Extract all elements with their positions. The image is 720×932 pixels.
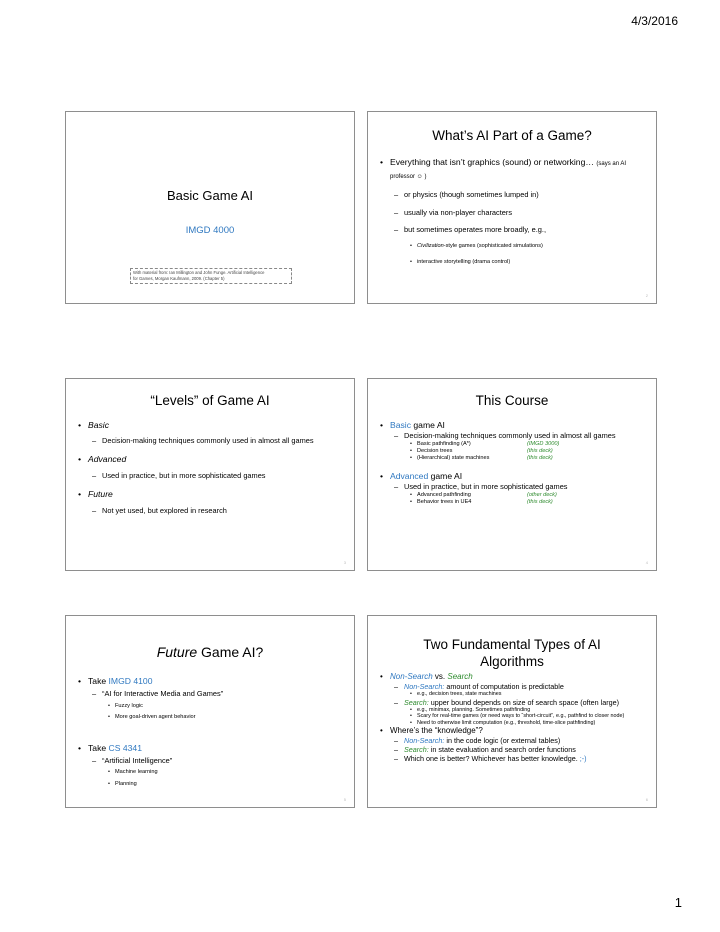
credit-line: for Games, Morgan Kaufmann, 2009. (Chapter 5): [133, 276, 225, 281]
title-emphasis: Future: [156, 644, 198, 660]
sub-bullet: [377, 682, 652, 691]
slide-title: [66, 644, 354, 660]
page-number: 1: [674, 895, 682, 910]
slide-number: 6: [645, 797, 648, 802]
course-link-text: IMGD 4100: [108, 676, 153, 686]
sub-sub-bullet: • Machine learning: [75, 769, 348, 776]
bullet-text: vs.: [432, 672, 448, 681]
bullet-text: Which one is better? Whichever has better knowledge.: [404, 754, 578, 764]
sub-bullet: – “Artificial Intelligence”: [75, 756, 348, 766]
sub-bullet: [377, 698, 652, 707]
bullet-highlight: Basic: [390, 420, 412, 430]
bullet-text: Basic pathfinding (A*): [417, 440, 471, 447]
slide-body: [377, 672, 652, 763]
bullet: • Where’s the “knowledge”?: [377, 726, 652, 736]
sub-bullet: – Used in practice, but in more sophisticated games: [75, 471, 348, 481]
reference-note: (this deck): [527, 498, 553, 505]
bullet: [377, 420, 650, 431]
slide-title: “Levels” of Game AI: [150, 393, 270, 408]
slide-title: Basic Game AI: [167, 188, 253, 203]
term-non-search: Non-Search:: [404, 682, 445, 691]
sub-sub-bullet: • Scary for real-time games (or need ways to “short-circuit”, e.g., pathfind to closer node): [377, 713, 652, 720]
slide-number: 3: [343, 560, 346, 565]
slide-title: What’s AI Part of a Game?: [432, 128, 592, 143]
slide-body: [75, 420, 348, 516]
slide-body: [75, 676, 348, 788]
sub-sub-bullet: • Need to otherwise limit computation (e.g., threshold, time-slice pathfinding): [377, 720, 652, 727]
bullet-highlight: Advanced: [390, 471, 429, 482]
title-line: Two Fundamental Types of AI: [423, 637, 601, 652]
bullet-text: game AI: [428, 471, 463, 482]
bullet-text: (Hierarchical) state machines: [417, 454, 490, 461]
credit-line: With material from: Ian Millington and John Funge. Artificial Intelligence: [133, 270, 265, 275]
sub-bullet: – “AI for Interactive Media and Games”: [75, 689, 348, 699]
sub-bullet: [377, 736, 652, 745]
slide-body: [377, 420, 650, 506]
bullet: [75, 743, 348, 754]
game-title: Civilization: [417, 242, 444, 249]
term-non-search: Non-Search: [390, 672, 433, 681]
sub-bullet: – Decision-making techniques commonly used in almost all games: [75, 436, 348, 446]
slide-title: [368, 636, 656, 670]
bullet: • Basic: [75, 420, 348, 431]
bullet-text: Take: [88, 676, 109, 686]
slide-number: 5: [343, 797, 346, 802]
term-search: Search:: [404, 697, 429, 707]
slide-number: 4: [645, 560, 648, 565]
sub-sub-bullet: • Fuzzy logic: [75, 703, 348, 710]
sub-sub-bullet: [377, 492, 650, 499]
term-search: Search: [447, 672, 473, 681]
bullet: • Future: [75, 489, 348, 500]
slide-6: [367, 615, 657, 808]
bullet-text: Take: [88, 742, 109, 753]
bullet-text: game AI: [411, 420, 445, 430]
sub-sub-bullet: • e.g., decision trees, state machines: [377, 691, 652, 698]
bullet: [377, 157, 650, 183]
wink: ;-): [577, 754, 587, 764]
bullet-text: upper bound depends on size of search space (often large): [428, 697, 619, 707]
reference-note: (other deck): [527, 491, 557, 498]
bullet-text: in state evaluation and search order functions: [428, 745, 576, 755]
sub-bullet: – Not yet used, but explored in research: [75, 506, 348, 516]
slide-2: [367, 111, 657, 304]
sub-sub-bullet: [377, 243, 650, 250]
bullet-text: Behavior trees in UE4: [417, 498, 472, 505]
slide-5: [65, 615, 355, 808]
sub-bullet: – but sometimes operates more broadly, e.g.,: [377, 225, 650, 235]
bullet-note: (says an AI professor ☺ ): [390, 161, 627, 180]
term-search: Search:: [404, 745, 429, 755]
sub-sub-bullet: • Planning: [75, 781, 348, 788]
sub-sub-bullet: [377, 499, 650, 506]
title-text: Game AI?: [197, 644, 264, 660]
sub-sub-bullet: • More goal-driven agent behavior: [75, 714, 348, 721]
bullet: [75, 676, 348, 687]
sub-bullet: [377, 754, 652, 763]
credit-box: [130, 268, 292, 284]
reference-note: (IMGD 3000): [527, 440, 560, 447]
bullet-text: Decision trees: [417, 447, 453, 454]
sub-sub-bullet: [377, 441, 650, 448]
sub-bullet: [377, 745, 652, 754]
sub-bullet: – Used in practice, but in more sophisticated games: [377, 482, 650, 492]
sub-sub-bullet: • interactive storytelling (drama control): [377, 259, 650, 266]
slide-body: [377, 157, 650, 266]
sub-sub-bullet: [377, 455, 650, 462]
reference-note: (this deck): [527, 454, 553, 461]
bullet-text: in the code logic (or external tables): [444, 736, 561, 746]
slide-3: [65, 378, 355, 571]
reference-note: (this deck): [527, 447, 553, 454]
slide-title: This Course: [475, 393, 549, 408]
bullet: [377, 471, 650, 482]
sub-bullet: – usually via non-player characters: [377, 208, 650, 218]
sub-sub-bullet: [377, 448, 650, 455]
bullet-text: Everything that isn’t graphics (sound) or networking…: [390, 157, 594, 167]
bullet: • Advanced: [75, 454, 348, 465]
slide-4: [367, 378, 657, 571]
course-code: IMGD 4000: [185, 225, 235, 236]
header-date: 4/3/2016: [631, 14, 678, 28]
bullet-text: amount of computation is predictable: [444, 682, 564, 691]
bullet: [377, 672, 652, 682]
term-non-search: Non-Search:: [404, 736, 445, 746]
bullet-text: -style games (sophisticated simulations): [443, 242, 543, 249]
slide-1: [65, 111, 355, 304]
bullet-text: Advanced pathfinding: [417, 491, 471, 498]
sub-bullet: – Decision-making techniques commonly used in almost all games: [377, 431, 650, 441]
slide-number: 2: [645, 293, 648, 298]
sub-sub-bullet: • e.g., minimax, planning. Sometimes pathfinding: [377, 707, 652, 714]
sub-bullet: – or physics (though sometimes lumped in): [377, 190, 650, 200]
course-link-text: CS 4341: [108, 742, 142, 753]
title-line: Algorithms: [480, 654, 544, 669]
